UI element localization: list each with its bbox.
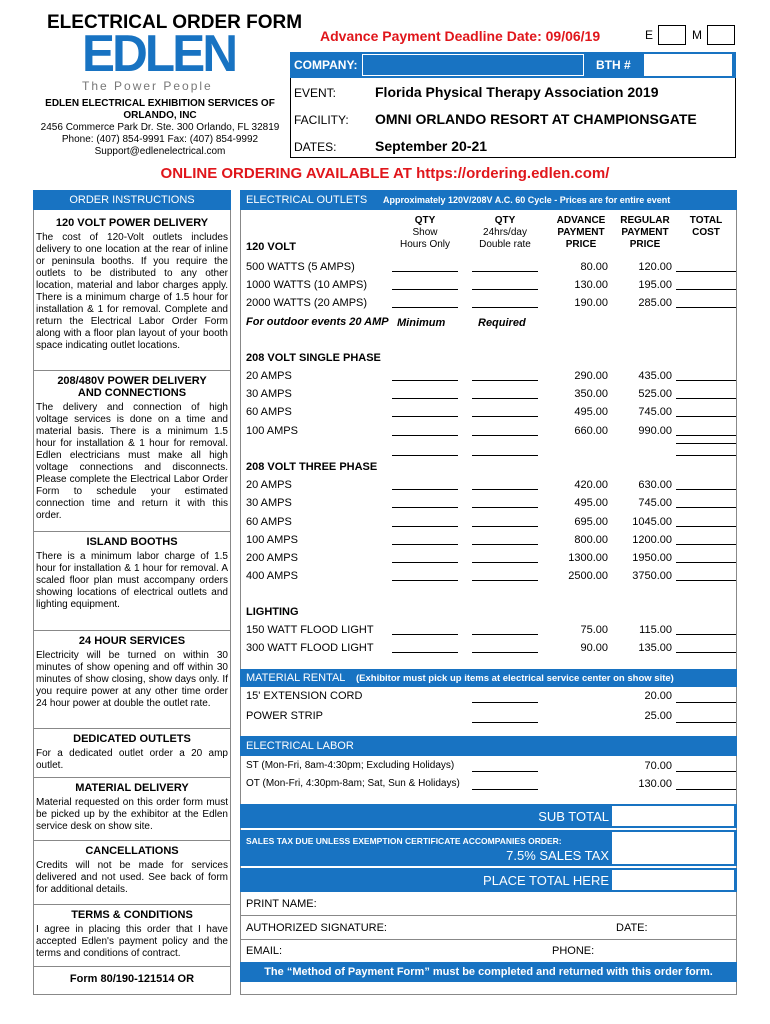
col-qty-show: QTY Show Hours Only xyxy=(399,215,450,250)
e-label: E xyxy=(645,28,654,42)
row-lighting-regular-price: 115.00 xyxy=(639,624,672,636)
sidebar-heading: TERMS & CONDITIONS xyxy=(71,909,193,921)
tax-note: SALES TAX DUE UNLESS EXEMPTION CERTIFICATE ACCOMPANIES ORDER: xyxy=(246,836,562,846)
section-three-phase: 208 VOLT THREE PHASE xyxy=(246,461,378,473)
row-three-qty-field[interactable] xyxy=(392,526,458,527)
row-single-qty-field[interactable] xyxy=(392,398,458,399)
minimum-label: Minimum xyxy=(397,317,446,329)
row-three-qty24-field[interactable] xyxy=(472,489,538,490)
row-three-advance-price: 800.00 xyxy=(574,534,608,546)
total-input[interactable] xyxy=(612,870,734,890)
material-title: MATERIAL RENTAL xyxy=(246,672,346,684)
row-120v-label: 2000 WATTS (20 AMPS) xyxy=(246,297,368,309)
row-three-advance-price: 495.00 xyxy=(574,497,608,509)
row-three-advance-price: 420.00 xyxy=(574,479,608,491)
row-120v-qty-field[interactable] xyxy=(392,307,458,308)
sidebar-form-number-box xyxy=(33,966,231,985)
company-bar xyxy=(290,52,736,78)
row-lighting-regular-price: 135.00 xyxy=(638,642,672,654)
row-single-qty24-field[interactable] xyxy=(472,416,538,417)
company-input[interactable] xyxy=(362,54,584,76)
tax-input[interactable] xyxy=(612,832,734,864)
row-lighting-advance-price: 75.00 xyxy=(580,624,608,636)
labor-qty-field[interactable] xyxy=(472,789,538,790)
row-three-regular-price: 745.00 xyxy=(638,497,672,509)
blank-total-field[interactable] xyxy=(676,443,736,444)
online-ordering[interactable]: ONLINE ORDERING AVAILABLE AT https://ordering.edlen.com/ xyxy=(160,165,610,182)
sidebar-dedicated xyxy=(33,728,231,772)
row-three-regular-price: 3750.00 xyxy=(632,570,672,582)
company-info xyxy=(36,98,284,122)
dates-label: DATES: xyxy=(294,140,337,154)
row-120v-total-field[interactable] xyxy=(676,307,736,308)
event-label: EVENT: xyxy=(294,86,337,100)
m-label: M xyxy=(692,28,702,42)
row-single-advance-price: 495.00 xyxy=(574,406,608,418)
date-label: DATE: xyxy=(616,922,648,934)
row-three-total-field[interactable] xyxy=(676,580,736,581)
row-120v-regular-price: 195.00 xyxy=(638,279,672,291)
row-lighting-advance-price: 90.00 xyxy=(580,642,608,654)
row-three-qty-field[interactable] xyxy=(392,489,458,490)
row-120v-label: 1000 WATTS (10 AMPS) xyxy=(246,279,368,291)
row-single-total-field[interactable] xyxy=(676,398,736,399)
labor-item-label: ST (Mon-Fri, 8am-4:30pm; Excluding Holidays) xyxy=(246,760,455,771)
company-label: COMPANY: xyxy=(294,58,358,72)
material-qty-field[interactable] xyxy=(472,702,538,703)
row-three-regular-price: 630.00 xyxy=(638,479,672,491)
row-single-qty-field[interactable] xyxy=(392,435,458,436)
row-three-total-field[interactable] xyxy=(676,562,736,563)
row-single-total-field[interactable] xyxy=(676,416,736,417)
facility-label: FACILITY: xyxy=(294,113,349,127)
footer-note: The “Method of Payment Form” must be completed and returned with this order form. xyxy=(240,962,737,982)
required-label: Required xyxy=(478,317,526,329)
e-checkbox[interactable] xyxy=(658,25,686,45)
row-three-regular-price: 1950.00 xyxy=(632,552,672,564)
material-price: 20.00 xyxy=(644,690,672,702)
tax-label: 7.5% SALES TAX xyxy=(506,848,609,863)
authorized-label: AUTHORIZED SIGNATURE: xyxy=(246,922,387,934)
row-single-regular-price: 745.00 xyxy=(638,406,672,418)
bth-label: BTH # xyxy=(596,58,631,72)
row-120v-total-field[interactable] xyxy=(676,271,736,272)
row-single-total-field[interactable] xyxy=(676,435,736,436)
row-120v-qty24-field[interactable] xyxy=(472,307,538,308)
row-three-regular-price: 1045.00 xyxy=(632,516,672,528)
sidebar-text: The delivery and connection of high voltage services is done on a time and material basis. There is a minimum 1.5 hour for installation & 1 hour for removal. Edlen electricians must make all high voltage connections and disconnects. Please complete the Electrical Labor Order Form to schedule your estimated connection time and return it with this order. xyxy=(36,402,228,521)
row-120v-total-field[interactable] xyxy=(676,289,736,290)
labor-total-field[interactable] xyxy=(676,771,736,772)
email-label: EMAIL: xyxy=(246,945,283,957)
row-lighting-total-field[interactable] xyxy=(676,652,736,653)
phone-label: PHONE: xyxy=(552,945,595,957)
row-single-label: 100 AMPS xyxy=(246,425,298,437)
row-single-regular-price: 990.00 xyxy=(638,425,672,437)
blank-total-field[interactable] xyxy=(676,455,736,456)
row-three-label: 100 AMPS xyxy=(246,534,298,546)
sidebar-heading: MATERIAL DELIVERY xyxy=(75,782,189,794)
sidebar-24hour xyxy=(33,630,231,710)
row-single-label: 30 AMPS xyxy=(246,388,292,400)
company-contact xyxy=(36,122,284,158)
total-bar xyxy=(240,868,737,892)
row-three-regular-price: 1200.00 xyxy=(632,534,672,546)
email-address: Support@edlenelectrical.com xyxy=(94,146,226,157)
sidebar-text: Credits will not be made for services delivered and not used. See back of form for additional details. xyxy=(36,860,228,895)
sidebar-text: Material requested on this order form must be picked up by the exhibitor at the Edlen service desk on show site. xyxy=(36,797,228,832)
row-120v-qty-field[interactable] xyxy=(392,271,458,272)
col-total: TOTAL COST xyxy=(689,215,723,238)
section-120v: 120 VOLT xyxy=(246,241,296,253)
sidebar-208-480 xyxy=(33,370,231,522)
row-three-qty24-field[interactable] xyxy=(472,562,538,563)
row-single-total-field[interactable] xyxy=(676,380,736,381)
sidebar-cancellations xyxy=(33,840,231,896)
row-lighting-qty-field[interactable] xyxy=(392,634,458,635)
row-120v-qty24-field[interactable] xyxy=(472,289,538,290)
labor-qty-field[interactable] xyxy=(472,771,538,772)
sidebar-text: For a dedicated outlet order a 20 amp outlet. xyxy=(36,748,228,771)
blank-qty24-field[interactable] xyxy=(472,455,538,456)
section-lighting: LIGHTING xyxy=(246,606,299,618)
row-three-total-field[interactable] xyxy=(676,489,736,490)
subtotal-bar xyxy=(240,804,737,828)
order-instructions-title: ORDER INSTRUCTIONS xyxy=(33,190,231,210)
row-single-qty-field[interactable] xyxy=(392,416,458,417)
row-lighting-label: 300 WATT FLOOD LIGHT xyxy=(246,642,374,654)
sidebar-terms xyxy=(33,904,231,960)
print-name-row[interactable] xyxy=(240,892,737,916)
dates-value: September 20-21 xyxy=(375,138,488,154)
tax-bar xyxy=(240,830,737,866)
signature-row[interactable] xyxy=(240,916,737,940)
col-qty-24: QTY 24hrs/day Double rate xyxy=(479,215,531,250)
row-single-qty24-field[interactable] xyxy=(472,398,538,399)
labor-bar xyxy=(240,736,737,756)
row-120v-qty24-field[interactable] xyxy=(472,271,538,272)
row-three-qty-field[interactable] xyxy=(392,507,458,508)
row-lighting-total-field[interactable] xyxy=(676,634,736,635)
row-three-label: 60 AMPS xyxy=(246,516,292,528)
sidebar-heading: ISLAND BOOTHS xyxy=(86,536,178,548)
material-price: 25.00 xyxy=(644,710,672,722)
row-single-regular-price: 435.00 xyxy=(638,370,672,382)
row-single-advance-price: 350.00 xyxy=(574,388,608,400)
outlets-bar xyxy=(240,190,737,210)
row-lighting-qty-field[interactable] xyxy=(392,652,458,653)
row-three-total-field[interactable] xyxy=(676,544,736,545)
event-box xyxy=(290,78,736,158)
subtotal-label: SUB TOTAL xyxy=(538,809,609,824)
company-name-2: ORLANDO, INC xyxy=(123,110,197,121)
row-three-qty24-field[interactable] xyxy=(472,580,538,581)
phone-fax: Phone: (407) 854-9991 Fax: (407) 854-9992 xyxy=(61,134,259,145)
sidebar-120v xyxy=(33,213,231,352)
row-120v-advance-price: 190.00 xyxy=(574,297,608,309)
section-single-phase: 208 VOLT SINGLE PHASE xyxy=(246,352,381,364)
row-single-advance-price: 660.00 xyxy=(574,425,608,437)
row-three-advance-price: 2500.00 xyxy=(568,570,608,582)
row-three-qty24-field[interactable] xyxy=(472,544,538,545)
row-single-qty24-field[interactable] xyxy=(472,435,538,436)
labor-price: 70.00 xyxy=(644,760,672,772)
row-three-label: 30 AMPS xyxy=(246,497,292,509)
labor-title: ELECTRICAL LABOR xyxy=(246,740,354,752)
row-120v-label: 500 WATTS (5 AMPS) xyxy=(246,261,355,273)
row-single-qty-field[interactable] xyxy=(392,380,458,381)
deadline-text: Advance Payment Deadline Date: 09/06/19 xyxy=(320,28,601,44)
material-qty-field[interactable] xyxy=(472,722,538,723)
blank-qty-field[interactable] xyxy=(392,455,458,456)
row-three-advance-price: 695.00 xyxy=(574,516,608,528)
sidebar-text: Electricity will be turned on within 30 minutes of show opening and off within 30 minutes of show closing, show days only. If you require power at any other time order 24 hour power at double the outlet rate. xyxy=(36,650,228,709)
form-title: ELECTRICAL ORDER FORM xyxy=(47,12,303,33)
sidebar-heading: DEDICATED OUTLETS xyxy=(73,733,191,745)
col-advance: ADVANCE PAYMENT PRICE xyxy=(556,215,606,250)
row-single-regular-price: 525.00 xyxy=(638,388,672,400)
sidebar-island xyxy=(33,531,231,611)
sidebar-text: The cost of 120-Volt outlets includes delivery to one location at the rear of inline or peninsula booths. If you require the outlets to be distributed to any other location, material and labor charges apply. There is a minimum charge of 1.5 hour for installation & 1 for removal. Complete and return the Electrical Labor Order Form along with a floor plan layout of your booth space indicating outlet locations. xyxy=(36,232,228,351)
labor-total-field[interactable] xyxy=(676,789,736,790)
sidebar-heading: CANCELLATIONS xyxy=(85,845,179,857)
labor-item-label: OT (Mon-Fri, 4:30pm-8am; Sat, Sun & Holidays) xyxy=(246,778,460,789)
logo-text: EDLEN xyxy=(82,25,236,83)
facility-value: OMNI ORLANDO RESORT AT CHAMPIONSGATE xyxy=(375,111,697,127)
row-three-total-field[interactable] xyxy=(676,526,736,527)
outdoor-note: For outdoor events 20 AMP xyxy=(246,316,389,328)
col-regular: REGULAR PAYMENT PRICE xyxy=(620,215,670,250)
material-total-field[interactable] xyxy=(676,702,736,703)
form-number: Form 80/190-121514 OR xyxy=(69,973,195,985)
row-120v-qty-field[interactable] xyxy=(392,289,458,290)
row-120v-regular-price: 120.00 xyxy=(638,261,672,273)
material-note: (Exhibitor must pick up items at electrical service center on show site) xyxy=(356,673,674,684)
row-three-qty-field[interactable] xyxy=(392,562,458,563)
email-row[interactable] xyxy=(240,940,737,961)
sidebar-heading: 24 HOUR SERVICES xyxy=(78,635,186,647)
sidebar-text: I agree in placing this order that I have accepted Edlen's payment policy and the terms and conditions of contract. xyxy=(36,924,228,959)
row-three-label: 400 AMPS xyxy=(246,570,298,582)
row-120v-advance-price: 130.00 xyxy=(574,279,608,291)
row-lighting-qty24-field[interactable] xyxy=(472,652,538,653)
row-lighting-label: 150 WATT FLOOD LIGHT xyxy=(246,624,374,636)
row-three-advance-price: 1300.00 xyxy=(568,552,608,564)
sidebar-heading: 120 VOLT POWER DELIVERY xyxy=(55,217,209,229)
row-single-qty24-field[interactable] xyxy=(472,380,538,381)
row-three-qty-field[interactable] xyxy=(392,580,458,581)
row-three-total-field[interactable] xyxy=(676,507,736,508)
edlen-logo xyxy=(82,25,236,83)
outlets-note: Approximately 120V/208V A.C. 60 Cycle - Prices are for entire event xyxy=(383,195,671,205)
row-lighting-qty24-field[interactable] xyxy=(472,634,538,635)
row-three-qty-field[interactable] xyxy=(392,544,458,545)
row-120v-regular-price: 285.00 xyxy=(638,297,672,309)
row-single-advance-price: 290.00 xyxy=(574,370,608,382)
address: 2456 Commerce Park Dr. Ste. 300 Orlando, FL 32819 xyxy=(40,122,280,133)
m-checkbox[interactable] xyxy=(707,25,735,45)
material-total-field[interactable] xyxy=(676,722,736,723)
row-three-label: 20 AMPS xyxy=(246,479,292,491)
material-item-label: 15' EXTENSION CORD xyxy=(246,690,363,702)
outlets-title: ELECTRICAL OUTLETS xyxy=(246,194,368,206)
print-name-label: PRINT NAME: xyxy=(246,898,317,910)
row-three-qty24-field[interactable] xyxy=(472,526,538,527)
company-name-1: EDLEN ELECTRICAL EXHIBITION SERVICES OF xyxy=(45,98,275,109)
row-three-label: 200 AMPS xyxy=(246,552,298,564)
sidebar-material xyxy=(33,777,231,833)
row-single-label: 60 AMPS xyxy=(246,406,292,418)
sidebar-heading: 208/480V POWER DELIVERY AND CONNECTIONS xyxy=(57,375,207,399)
material-item-label: POWER STRIP xyxy=(246,710,324,722)
total-label: PLACE TOTAL HERE xyxy=(483,873,609,888)
bth-input[interactable] xyxy=(644,54,732,76)
row-single-label: 20 AMPS xyxy=(246,370,292,382)
tagline: The Power People xyxy=(82,79,213,93)
row-three-qty24-field[interactable] xyxy=(472,507,538,508)
material-bar xyxy=(240,669,737,687)
subtotal-input[interactable] xyxy=(612,806,734,826)
labor-price: 130.00 xyxy=(638,778,672,790)
sidebar-text: There is a minimum labor charge of 1.5 hour for installation & 1 hour for removal. A scaled floor plan must accompany orders showing locations of electrical outlets and lighting equipment. xyxy=(36,551,228,610)
row-120v-advance-price: 80.00 xyxy=(580,261,608,273)
event-value: Florida Physical Therapy Association 2019 xyxy=(375,84,659,100)
